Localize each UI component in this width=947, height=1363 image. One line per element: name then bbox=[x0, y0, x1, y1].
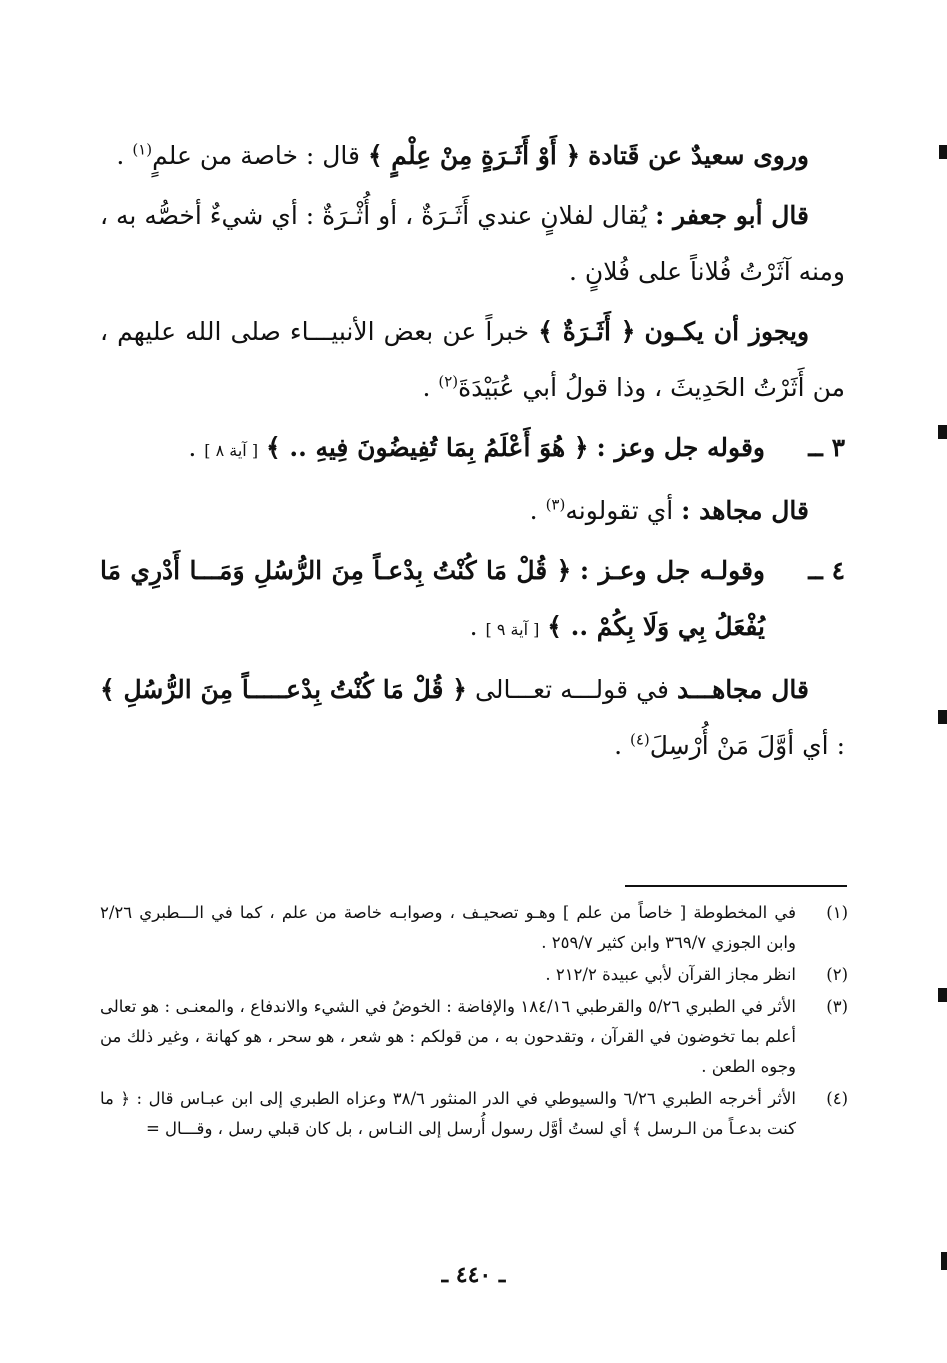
paragraph-end: . bbox=[529, 496, 546, 525]
footnote-ref: (٢) bbox=[438, 372, 459, 391]
footnote-separator bbox=[625, 885, 847, 887]
footnotes bbox=[100, 898, 848, 1146]
footnote-text: الأثر في الطبري ٥/٢٦ والقرطبي ١٨٤/١٦ والإفاضة : الخوضُ في الشيء والاندفاع ، والمعنـى : هو تعالى أعلم بما تخوضون في القرآن ، وتقدحون به ، من قولكم : هو شعر ، هو سحر ، هو كهانة ، وغير ذلك من وجوه الطعن . bbox=[100, 997, 797, 1076]
paragraph bbox=[100, 483, 845, 539]
footnote-number: (٢) bbox=[826, 965, 848, 984]
footnote bbox=[100, 992, 848, 1082]
paragraph-lead: وقوله جل وعز : bbox=[596, 433, 765, 462]
paragraph bbox=[100, 128, 845, 184]
footnote-number: (١) bbox=[826, 903, 848, 922]
footnote-number: (٤) bbox=[826, 1089, 848, 1108]
footnote-number: (٣) bbox=[826, 997, 848, 1016]
footnote-ref: (٤) bbox=[629, 730, 650, 749]
aya-reference: [ آية ٨ ] bbox=[204, 441, 259, 460]
scan-mark bbox=[939, 145, 947, 159]
paragraph-end: . bbox=[614, 731, 630, 760]
item-number: ٣ ــ bbox=[808, 433, 845, 462]
paragraph bbox=[100, 662, 845, 774]
paragraph-text: خبراً عن بعض الأنبيـــاء صلى الله عليهم ، من أَثَرْتُ الحَدِيثَ ، وذا قولُ أبي عُبَيْدَةَ bbox=[100, 317, 845, 402]
quran-quote: ﴿ أَوْ أَثَـرَةٍ مِنْ عِلْمٍ ﴾ bbox=[367, 141, 581, 170]
scan-mark bbox=[938, 425, 947, 439]
footnote bbox=[100, 960, 848, 990]
quran-quote: ﴿ قُلْ مَا كُنْتُ بِدْعـاً مِنَ الرُّسُلِ وَمَـــا أَدْرِي مَا يُفْعَلُ بِي وَلَا بِكُمْ .. ﴾ bbox=[100, 556, 765, 641]
paragraph-lead: ويجوز أن يكـون bbox=[644, 317, 810, 346]
scan-mark bbox=[938, 988, 947, 1002]
paragraph-end: . bbox=[422, 373, 439, 402]
paragraph bbox=[100, 304, 845, 416]
item-number: ٤ ــ bbox=[808, 556, 845, 585]
paragraph-text: يُقال لفلانٍ عندي أَثَـرَةٌ ، أو أُثْـرَةٌ : أي شيءٌ أخصُّه به ، ومنه آثَرْتُ فُلاناً على فُلانٍ . bbox=[100, 201, 845, 286]
aya-reference: [ آية ٩ ] bbox=[485, 620, 540, 639]
footnote bbox=[100, 898, 848, 958]
paragraph-end: . bbox=[469, 612, 486, 641]
paragraph-text: : أي أوَّلَ مَنْ أُرْسِلَ bbox=[649, 731, 845, 760]
quran-quote: ﴿ هُوَ أَعْلَمُ بِمَا تُفِيضُونَ فِيهِ .. ﴾ bbox=[266, 433, 589, 462]
paragraph-end: . bbox=[188, 433, 205, 462]
paragraph-text: قال : خاصة من علمٍ bbox=[152, 141, 360, 170]
numbered-paragraph bbox=[100, 543, 845, 658]
paragraph bbox=[100, 188, 845, 300]
paragraph-text: أي تقولونه bbox=[565, 496, 674, 525]
numbered-paragraph bbox=[100, 420, 845, 479]
paragraph-end: . bbox=[116, 141, 133, 170]
paragraph-lead: قال أبو جعفر : bbox=[655, 201, 809, 230]
paragraph-lead: وقولـه جل وعـز : bbox=[579, 556, 766, 585]
quran-quote: ﴿ قُلْ مَا كُنْتُ بِدْعـــــاً مِنَ الرُّسُلِ ﴾ bbox=[100, 675, 467, 704]
paragraph-lead: قال مجاهد : bbox=[681, 496, 809, 525]
footnote-text: الأثر أخرجه الطبري ٦/٢٦ والسيوطي في الدر المنثور ٣٨/٦ وعزاه الطبري إلى ابن عبـاس قال : ﴿ ما كنت بدعـاً من الـرسل ﴾ أي لستُ أوَّل رسول أُرسل إلى النـاس ، بل كان قبلي رسل ، وقـــال = bbox=[100, 1089, 796, 1138]
quran-quote: ﴿ أَثَـرَةٌ ﴾ bbox=[538, 317, 636, 346]
paragraph-lead: قال مجاهـــد bbox=[677, 675, 809, 704]
footnote bbox=[100, 1084, 848, 1144]
footnote-text: في المخطوطة [ خاصاً من علم ] وهـو تصحيـف ، وصوابـه خاصة من علم ، كما في الـــطبري ٢/٢٦ وابن الجوزي ٣٦٩/٧ وابن كثير ٢٥٩/٧ . bbox=[100, 903, 796, 952]
footnote-ref: (١) bbox=[132, 140, 153, 159]
page-number: ـ ٤٤٠ ـ bbox=[441, 1262, 506, 1288]
main-text bbox=[100, 128, 845, 778]
footnote-text: انظر مجاز القرآن لأبي عبيدة ٢١٢/٢ . bbox=[545, 965, 796, 984]
scan-mark bbox=[938, 710, 947, 724]
paragraph-lead: وروى سعيدٌ عن قَتادة bbox=[588, 141, 809, 170]
footnote-ref: (٣) bbox=[545, 495, 566, 514]
paragraph-text: في قولـــه تعـــالى bbox=[475, 675, 669, 704]
